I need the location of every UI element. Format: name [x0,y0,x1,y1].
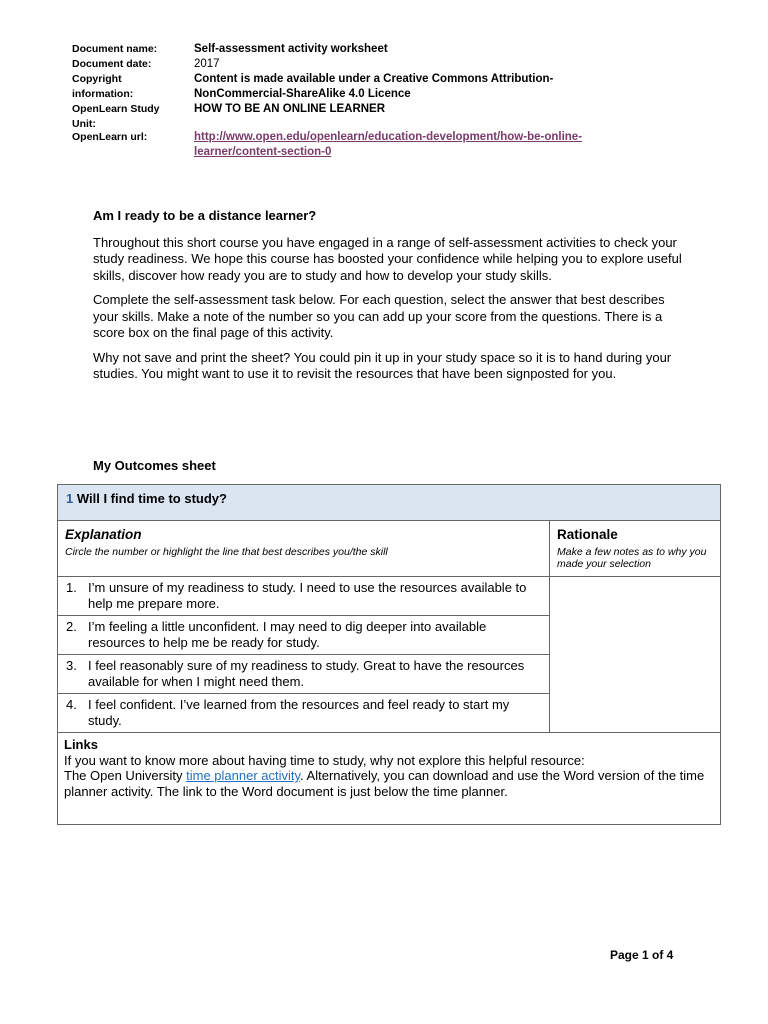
study-unit-label [72,102,194,132]
explanation-header [58,521,550,577]
study-unit-label-line-1: OpenLearn Study [72,103,160,115]
explanation-subtitle: Circle the number or highlight the line that best describes you/the skill [65,546,388,558]
option-3[interactable] [58,655,550,694]
option-4-text: I feel confident. I’ve learned from the resources and feel ready to start my study. [88,697,510,728]
intro-paragraph-1: Throughout this short course you have engaged in a range of self-assessment activities to check your study readiness. We hope this course has boosted your confidence while helping you to explore useful skills, discover how ready you are to study and how to develop your study skills. [93,234,682,283]
meta-row-document-name [72,42,692,57]
option-2-text: I’m feeling a little unconfident. I may need to dig deeper into available resources to help me be ready for study. [88,619,487,650]
links-suffix: . Alternatively, you can download and use the Word version of the time planner activity. The link to the Word document is just below the time planner. [64,768,705,799]
rationale-title: Rationale [557,527,618,542]
question-text: Will I find time to study? [76,491,227,506]
copyright-label-line-1: Copyright [72,73,122,85]
explanation-title: Explanation [65,527,142,542]
links-line-1: If you want to know more about having time to study, why not explore this helpful resource: [64,752,585,768]
option-1-number: 1. [66,580,77,595]
option-2[interactable] [58,616,550,655]
rationale-notes-area[interactable] [550,577,721,733]
option-4[interactable] [58,694,550,733]
links-title: Links [64,737,98,752]
intro-paragraph-3: Why not save and print the sheet? You could pin it up in your study space so it is to hand during your studies. You might want to use it to revisit the resources that have been signposted for you. [93,349,672,381]
question-header [58,485,721,521]
intro-paragraph-2: Complete the self-assessment task below. For each question, select the answer that best describes your skills. Make a note of the number so you can add up your score from the questions. There is a score box on the final page of this activity. [93,292,665,340]
intro-heading: Am I ready to be a distance learner? [93,208,317,223]
document-date-value: 2017 [194,58,220,70]
document-date-label: Document date: [72,58,152,70]
meta-row-url [72,130,692,160]
outcomes-title: My Outcomes sheet [93,458,216,473]
study-unit-value: HOW TO BE AN ONLINE LEARNER [194,103,386,115]
option-3-text: I feel reasonably sure of my readiness to study. Great to have the resources available for when I might need them. [88,658,525,689]
option-4-number: 4. [66,697,77,712]
intro-section [93,208,683,391]
time-planner-link[interactable]: time planner activity [186,768,301,783]
document-name-value: Self-assessment activity worksheet [194,43,388,55]
copyright-label-line-2: information: [72,88,134,100]
meta-row-copyright [72,72,692,102]
links-prefix: The Open University [64,768,187,783]
question-number: 1 [66,491,74,506]
rationale-header [550,521,721,577]
rationale-subtitle: Make a few notes as to why you made your selection [557,546,707,570]
copyright-line-2: NonCommercial-ShareAlike 4.0 Licence [194,88,411,100]
url-line-1[interactable]: http://www.open.edu/openlearn/education-development/how-be-online- [194,131,583,143]
url-label: OpenLearn url: [72,131,148,143]
links-section [58,733,721,825]
copyright-label [72,72,194,102]
meta-row-document-date [72,57,692,72]
option-3-number: 3. [66,658,77,673]
document-metadata [72,42,692,160]
url-line-2[interactable]: learner/content-section-0 [194,146,332,158]
document-name-label: Document name: [72,43,158,55]
copyright-value [194,72,692,102]
option-1[interactable] [58,577,550,616]
page-number: Page 1 of 4 [610,948,674,962]
meta-row-study-unit [72,102,692,132]
option-1-text: I’m unsure of my readiness to study. I need to use the resources available to help me prepare more. [88,580,527,611]
copyright-line-1: Content is made available under a Creative Commons Attribution- [194,73,554,85]
outcomes-table [57,484,721,825]
openlearn-url-link[interactable] [194,130,692,160]
option-2-number: 2. [66,619,77,634]
study-unit-label-line-2: Unit: [72,118,96,130]
